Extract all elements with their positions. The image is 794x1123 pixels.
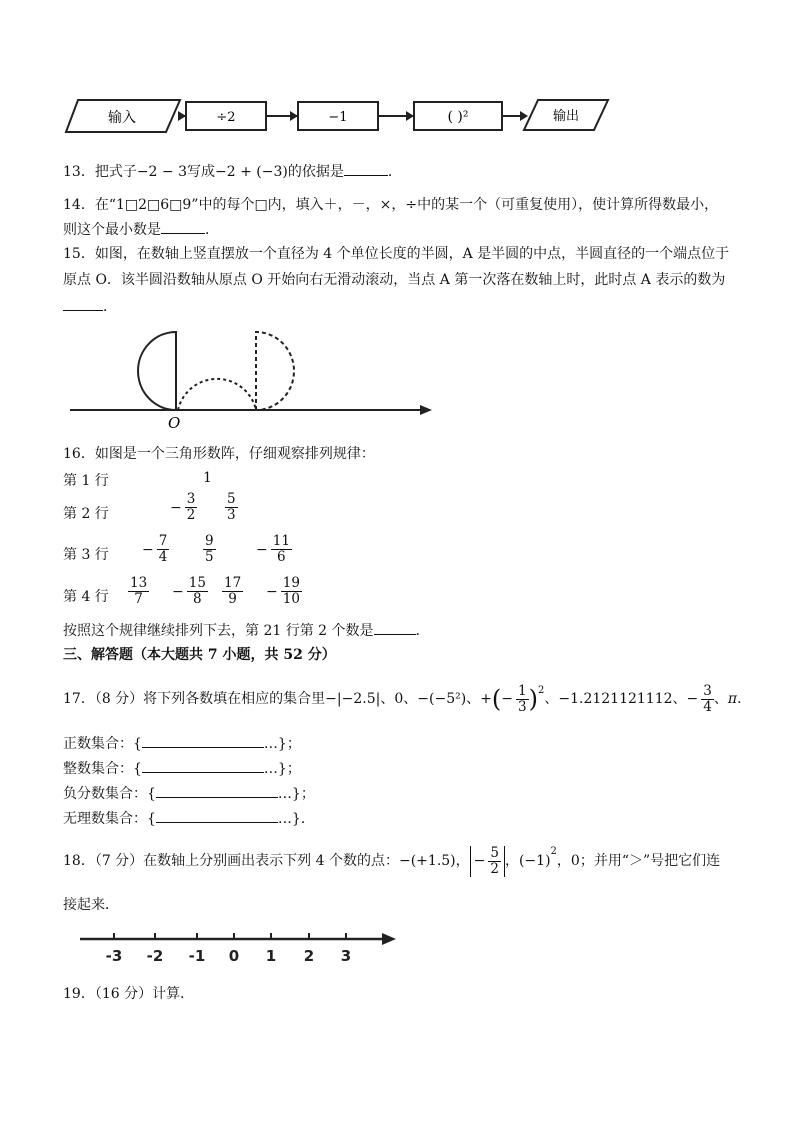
origin-label: O: [168, 414, 181, 430]
q15-line1: 15．如图，在数轴上竖直摆放一个直径为 4 个单位长度的半圆，A 是半圆的中点，半圆直径的一个端点位于: [63, 246, 730, 262]
tick-label: 0: [228, 947, 240, 965]
q19: 19．（16 分）计算．: [63, 986, 195, 1002]
matrix-cell: − $\frac{7}{4}$: [142, 533, 168, 565]
q18-prompt: 18．（7 分）在数轴上分别画出表示下列 4 个数的点： −(+1.5) ， − $\frac{5}{2}$ ， (−1) $^2$ ，0；并用“＞”号把它们连: [63, 844, 721, 877]
tick-label: -1: [188, 947, 206, 965]
q16-question: 按照这个规律继续排列下去，第 21 行第 2 个数是 ．: [63, 620, 430, 641]
flow-input-label: 输入: [108, 110, 136, 126]
answer-blank[interactable]: [374, 620, 416, 635]
q14-line1: 14．在“1□2□6□9”中的每个□内，填入＋，－，×，÷中的某一个（可重复使用），使计算所得数最小，: [63, 197, 719, 213]
flow-divide-label: ÷2: [216, 110, 236, 125]
axis-arrow-icon: [420, 405, 432, 415]
flowchart: [60, 92, 620, 137]
axis-arrow-icon: [382, 933, 396, 945]
q16-intro: 16．如图是一个三角形数阵，仔细观察排列规律：: [63, 446, 375, 462]
tick-label: 3: [340, 947, 352, 965]
negative-fraction-set: 负分数集合：{ …}；: [63, 783, 315, 803]
flow-arrow-icon: [406, 111, 414, 121]
q18-line2: 接起来．: [63, 897, 119, 913]
matrix-cell: $\frac{9}{5}$: [205, 533, 214, 565]
matrix-cell: − $\frac{11}{6}$: [256, 533, 290, 565]
tick-label: 1: [265, 947, 277, 965]
matrix-cell: − $\frac{15}{8}$: [172, 575, 206, 607]
answer-blank[interactable]: [344, 161, 388, 176]
answer-blank[interactable]: [156, 783, 278, 798]
flow-minus-label: −1: [328, 110, 348, 125]
integer-set: 整数集合：{ …}；: [63, 758, 301, 778]
matrix-cell: $\frac{17}{9}$: [224, 575, 242, 607]
semicircle-start: [138, 332, 176, 410]
answer-blank[interactable]: [142, 758, 264, 773]
row-label: 第 3 行: [63, 547, 109, 563]
tick-label: -2: [146, 947, 164, 965]
q13: 13．把式子−2 − 3写成−2 + (−3)的依据是 ．: [63, 161, 402, 182]
flow-square-label: ( )²: [447, 109, 469, 125]
row-label: 第 1 行: [63, 473, 109, 489]
flow-output-label: 输出: [552, 109, 580, 124]
irrational-set: 无理数集合：{ …}．: [63, 808, 315, 828]
answer-blank[interactable]: [156, 808, 278, 823]
q15-line3: ．: [63, 296, 117, 317]
q14-line2: 则这个最小数是 ．: [63, 219, 219, 240]
semicircle-rolling-path: [178, 379, 256, 410]
positive-set: 正数集合：{ …}；: [63, 733, 301, 753]
q17-prompt: 17．（8 分）将下列各数填在相应的集合里 −|−2.5| 、 0 、 −(−5²) 、 + ( − $\frac{1}{3}$ ) $^2$ 、 −1.2121121112 、 − $\frac{3}{4}$ 、 π ．: [63, 682, 752, 715]
semicircle-figure: [62, 320, 442, 430]
tick-label: 2: [303, 947, 315, 965]
answer-blank[interactable]: [63, 296, 103, 311]
semicircle-end: [256, 332, 294, 410]
matrix-cell: $\frac{13}{7}$: [130, 575, 148, 607]
flow-arrow-icon: [178, 111, 186, 121]
matrix-cell: − $\frac{19}{10}$: [266, 575, 300, 607]
answer-blank[interactable]: [142, 733, 264, 748]
answer-blank[interactable]: [161, 219, 205, 234]
flow-arrow-icon: [520, 111, 528, 121]
number-line: [78, 925, 400, 967]
q15-line2: 原点 O．该半圆沿数轴从原点 O 开始向右无滑动滚动，当点 A 第一次落在数轴上时，此时点 A 表示的数为: [63, 272, 726, 288]
section-title: 三、解答题（本大题共 7 小题，共 52 分）: [63, 647, 336, 663]
row-label: 第 2 行: [63, 506, 109, 522]
matrix-cell: $\frac{5}{3}$: [227, 491, 236, 523]
row-label: 第 4 行: [63, 589, 109, 605]
matrix-cell: − $\frac{3}{2}$: [170, 491, 196, 523]
flow-arrow-icon: [290, 111, 298, 121]
row1-value: 1: [203, 470, 212, 486]
tick-label: -3: [105, 947, 123, 965]
